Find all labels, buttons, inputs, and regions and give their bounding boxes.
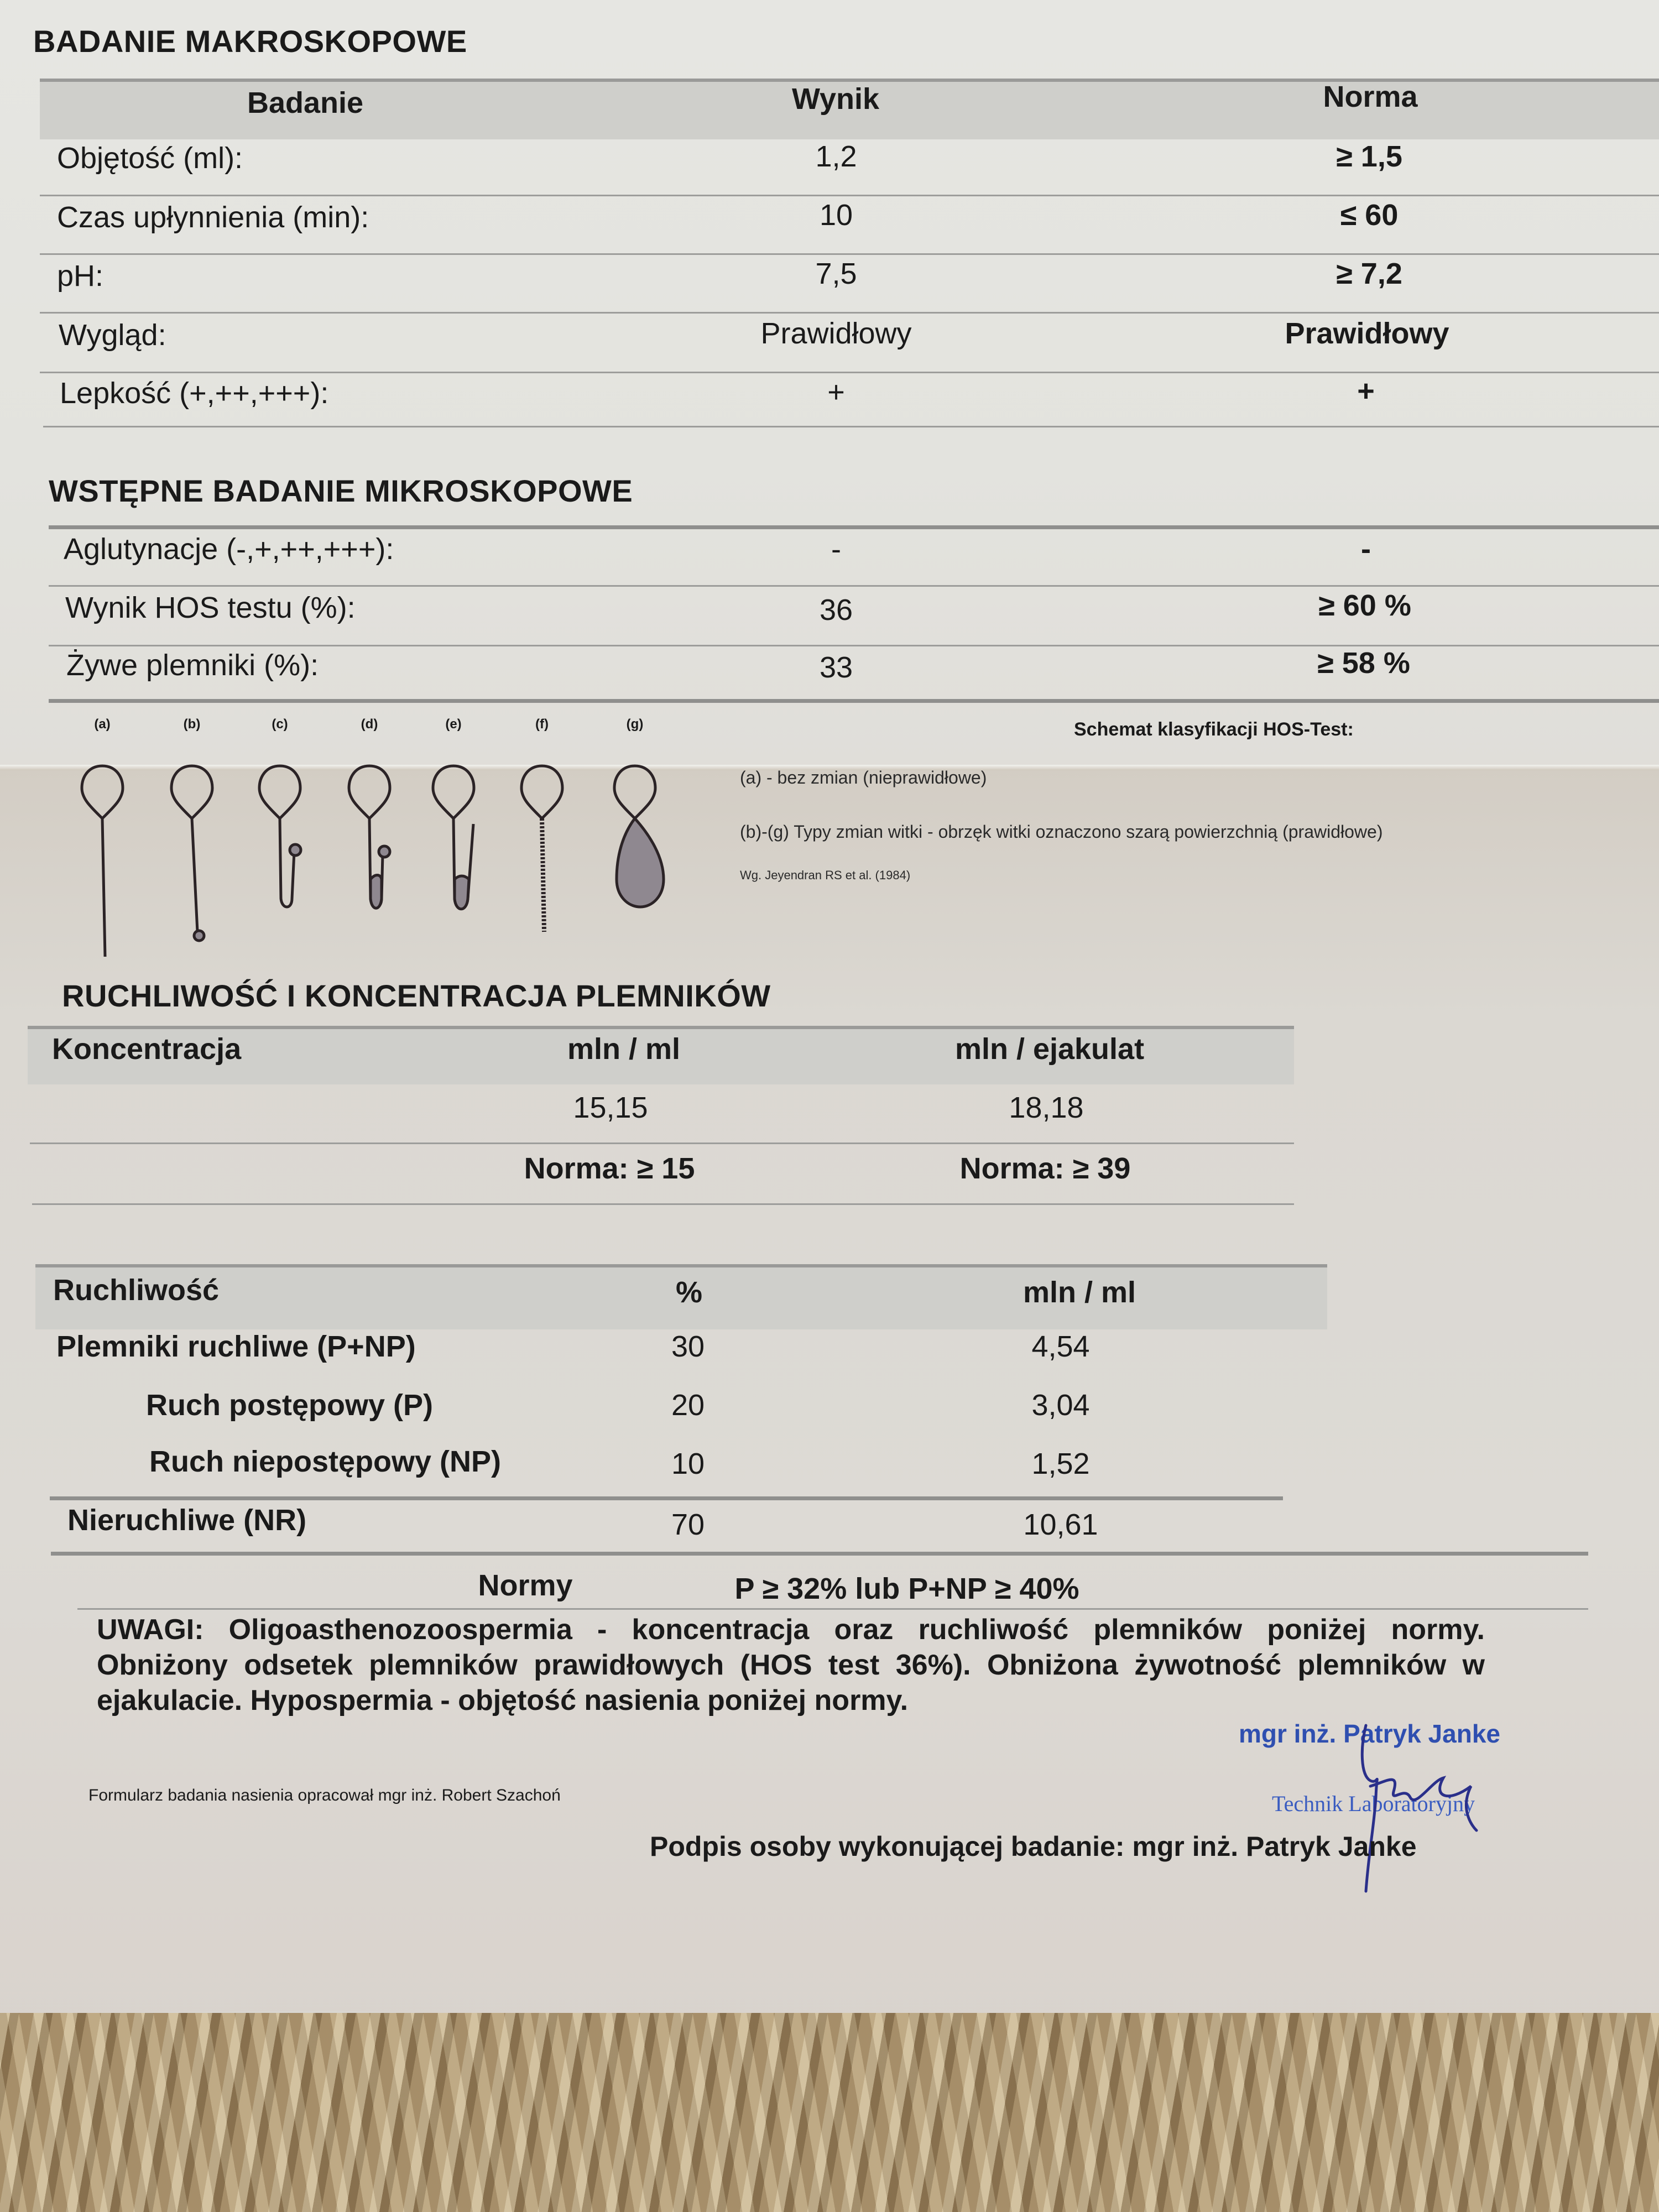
motility-row-label: Ruch niepostępowy (NP) bbox=[149, 1445, 502, 1478]
macro-row-label: Wygląd: bbox=[59, 319, 166, 352]
micro-row-result: 33 bbox=[819, 651, 853, 684]
stamp-name: mgr inż. Patryk Janke bbox=[1239, 1719, 1500, 1748]
hos-label-g: (g) bbox=[626, 717, 644, 732]
macro-row-result: 1,2 bbox=[815, 140, 857, 173]
hos-label-a: (a) bbox=[94, 717, 111, 732]
concentration-header-mln-ejakulat: mln / ejakulat bbox=[954, 1032, 1145, 1066]
macro-row-result: 10 bbox=[819, 199, 853, 232]
motility-row-label: Plemniki ruchliwe (P+NP) bbox=[56, 1330, 416, 1363]
carpet-background bbox=[0, 2013, 1659, 2212]
signature-line: Podpis osoby wykonującej badanie: mgr inż. Patryk Janke bbox=[650, 1831, 1417, 1862]
hos-label-f: (f) bbox=[535, 717, 549, 732]
macro-row-label: Czas upłynnienia (min): bbox=[57, 201, 369, 234]
motility-norms-value: P ≥ 32% lub P+NP ≥ 40% bbox=[734, 1572, 1079, 1605]
hos-legend-bg: (b)-(g) Typy zmian witki - obrzęk witki oznaczono szarą powierzchnią (prawidłowe) bbox=[740, 822, 1383, 842]
hos-diagram bbox=[0, 713, 719, 968]
macro-row-result: + bbox=[827, 375, 845, 409]
hos-label-b: (b) bbox=[183, 717, 201, 732]
concentration-norm-mln-ml: Norma: ≥ 15 bbox=[524, 1152, 695, 1185]
motility-row-pct: 30 bbox=[671, 1330, 705, 1363]
stamp-title: Technik Laboratoryjny bbox=[1272, 1791, 1475, 1816]
motility-bottom-rule bbox=[51, 1552, 1588, 1556]
section-title-macro: BADANIE MAKROSKOPOWE bbox=[33, 24, 467, 59]
row-divider bbox=[40, 372, 1659, 373]
micro-row-label: Aglutynacje (-,+,++,+++): bbox=[64, 533, 394, 566]
norms-bottom-rule bbox=[77, 1608, 1588, 1610]
macro-row-norm: Prawidłowy bbox=[1285, 317, 1449, 350]
row-divider bbox=[49, 645, 1659, 646]
hos-label-e: (e) bbox=[445, 717, 462, 732]
section-title-concentration: RUCHLIWOŚĆ I KONCENTRACJA PLEMNIKÓW bbox=[62, 978, 771, 1013]
motility-row-label: Nieruchliwe (NR) bbox=[67, 1504, 307, 1537]
hos-source: Wg. Jeyendran RS et al. (1984) bbox=[740, 868, 911, 882]
motility-row-mln: 4,54 bbox=[1031, 1330, 1090, 1363]
sperm-figures-icon bbox=[0, 713, 719, 968]
macro-row-norm: ≥ 1,5 bbox=[1336, 140, 1402, 173]
macro-row-label: Lepkość (+,++,+++): bbox=[60, 377, 329, 410]
concentration-value-mln-ml: 15,15 bbox=[573, 1091, 648, 1124]
concentration-norm-mln-ejakulat: Norma: ≥ 39 bbox=[959, 1152, 1131, 1185]
micro-row-label: Wynik HOS testu (%): bbox=[65, 591, 356, 624]
concentration-header-mln-ml: mln / ml bbox=[567, 1032, 681, 1066]
motility-subtotal-rule bbox=[50, 1496, 1283, 1500]
macro-row-norm: ≤ 60 bbox=[1340, 199, 1399, 232]
micro-top-rule bbox=[49, 525, 1659, 529]
motility-row-pct: 70 bbox=[671, 1508, 705, 1541]
micro-row-norm: ≥ 60 % bbox=[1318, 589, 1411, 622]
micro-row-result: 36 bbox=[819, 593, 853, 627]
macro-row-label: pH: bbox=[57, 259, 104, 293]
row-divider bbox=[40, 253, 1659, 255]
row-divider bbox=[40, 195, 1659, 196]
hos-legend-a: (a) - bez zmian (nieprawidłowe) bbox=[740, 768, 987, 787]
macro-row-norm: + bbox=[1357, 374, 1375, 408]
macro-row-result: 7,5 bbox=[815, 257, 857, 290]
section-title-micro: WSTĘPNE BADANIE MIKROSKOPOWE bbox=[49, 473, 633, 508]
motility-row-mln: 10,61 bbox=[1023, 1508, 1098, 1541]
motility-row-label: Ruch postępowy (P) bbox=[146, 1389, 434, 1422]
macro-header-norma: Norma bbox=[1323, 80, 1418, 113]
macro-row-norm: ≥ 7,2 bbox=[1336, 257, 1402, 290]
concentration-header-label: Koncentracja bbox=[52, 1032, 242, 1066]
motility-header-mln-ml: mln / ml bbox=[1022, 1276, 1136, 1309]
macro-row-label: Objętość (ml): bbox=[57, 142, 243, 175]
hos-label-c: (c) bbox=[272, 717, 288, 732]
micro-bottom-rule bbox=[49, 699, 1659, 703]
micro-row-label: Żywe plemniki (%): bbox=[66, 649, 319, 682]
macro-header-badanie: Badanie bbox=[247, 86, 364, 119]
row-divider bbox=[43, 426, 1659, 427]
row-divider bbox=[49, 585, 1659, 587]
motility-row-pct: 20 bbox=[671, 1389, 705, 1422]
hos-scheme-title: Schemat klasyfikacji HOS-Test: bbox=[1074, 719, 1354, 740]
macro-row-result: Prawidłowy bbox=[760, 317, 912, 350]
remarks-text: UWAGI: Oligoasthenozoospermia - koncentracja oraz ruchliwość plemników poniżej normy. Obniżony odsetek plemników prawidłowych (HOS test 36%). Obniżona żywotność plemników w ejakulacie. Hypospermia - objętość nasienia poniżej normy. bbox=[97, 1614, 1485, 1717]
micro-row-result: - bbox=[831, 533, 841, 566]
motility-row-pct: 10 bbox=[671, 1447, 705, 1480]
motility-row-mln: 3,04 bbox=[1031, 1389, 1090, 1422]
handwritten-signature-icon bbox=[1305, 1714, 1504, 1897]
motility-row-mln: 1,52 bbox=[1031, 1447, 1090, 1480]
micro-row-norm: - bbox=[1361, 533, 1371, 566]
row-divider bbox=[30, 1142, 1294, 1144]
hos-label-d: (d) bbox=[361, 717, 378, 732]
motility-header-label: Ruchliwość bbox=[53, 1274, 220, 1307]
row-divider bbox=[32, 1203, 1294, 1205]
row-divider bbox=[40, 312, 1659, 314]
motility-norms-label: Normy bbox=[478, 1569, 573, 1602]
concentration-value-mln-ejakulat: 18,18 bbox=[1009, 1091, 1084, 1124]
micro-row-norm: ≥ 58 % bbox=[1317, 646, 1410, 680]
motility-header-pct: % bbox=[675, 1276, 703, 1309]
form-author: Formularz badania nasienia opracował mgr inż. Robert Szachoń bbox=[88, 1786, 561, 1804]
macro-header-wynik: Wynik bbox=[791, 82, 880, 116]
